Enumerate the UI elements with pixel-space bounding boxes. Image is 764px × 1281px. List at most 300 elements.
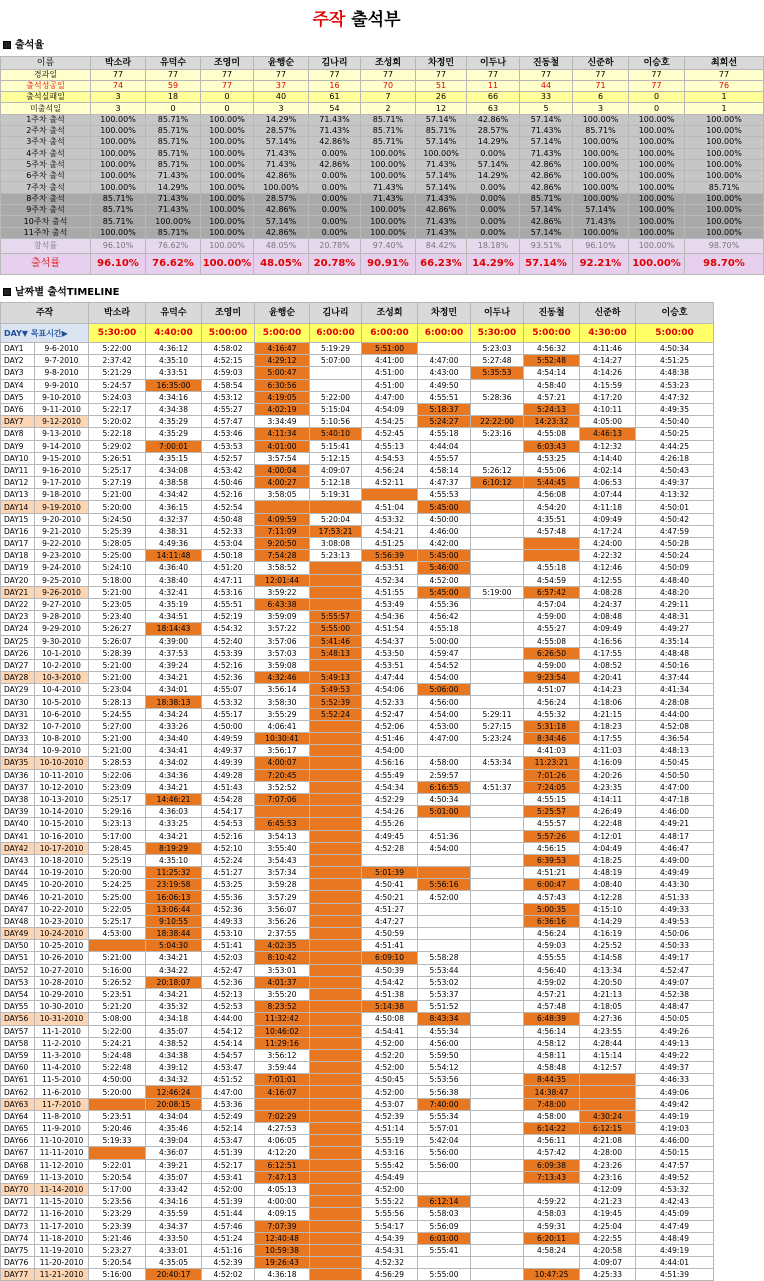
week-value-cell[interactable]: 85.71% — [91, 216, 146, 227]
time-cell[interactable]: 5:23:40 — [89, 611, 146, 623]
time-cell[interactable]: 4:57:21 — [524, 988, 580, 1000]
time-cell[interactable]: 4:51:36 — [418, 830, 471, 842]
time-cell[interactable]: 5:12:15 — [310, 452, 362, 464]
attendance-rate-value-cell[interactable]: 20.78% — [309, 253, 361, 274]
time-cell[interactable]: 4:58:14 — [418, 464, 471, 476]
date-cell[interactable]: 11-7-2010 — [35, 1098, 89, 1110]
time-cell[interactable]: 4:59:03 — [524, 940, 580, 952]
attendance-rate-value-cell[interactable]: 92.21% — [573, 253, 629, 274]
week-value-cell[interactable]: 71.43% — [361, 182, 416, 193]
week-value-cell[interactable]: 0.00% — [309, 227, 361, 238]
time-cell[interactable]: 4:50:46 — [202, 477, 255, 489]
time-cell[interactable]: 4:51:41 — [362, 940, 418, 952]
target-time-cell[interactable]: 5:00:00 — [524, 324, 580, 343]
time-cell[interactable] — [418, 1171, 471, 1183]
time-cell[interactable] — [471, 550, 524, 562]
day-label-cell[interactable]: DAY57 — [1, 1025, 35, 1037]
corner-label-cell[interactable]: 이름 — [1, 57, 91, 70]
time-cell[interactable] — [255, 501, 310, 513]
time-cell[interactable]: 5:06:00 — [418, 684, 471, 696]
time-cell[interactable]: 4:51:00 — [362, 379, 418, 391]
time-cell[interactable]: 4:50:08 — [362, 1013, 418, 1025]
time-cell[interactable]: 4:50:15 — [636, 1147, 714, 1159]
time-cell[interactable]: 4:34:01 — [146, 684, 202, 696]
time-cell[interactable]: 4:53:07 — [362, 1098, 418, 1110]
date-cell[interactable]: 9-21-2010 — [35, 525, 89, 537]
time-cell[interactable]: 5:51:00 — [362, 343, 418, 355]
time-cell[interactable]: 6:39:53 — [524, 854, 580, 866]
time-cell[interactable]: 4:52:17 — [202, 1159, 255, 1171]
time-cell[interactable]: 4:48:19 — [580, 867, 636, 879]
time-cell[interactable]: 4:24:37 — [580, 598, 636, 610]
time-cell[interactable] — [310, 903, 362, 915]
time-cell[interactable]: 16:06:13 — [146, 891, 202, 903]
time-cell[interactable] — [310, 940, 362, 952]
week-value-cell[interactable]: 100.00% — [91, 159, 146, 170]
time-cell[interactable]: 4:21:23 — [580, 1196, 636, 1208]
value-cell[interactable]: 51 — [416, 80, 467, 91]
week-value-cell[interactable]: 100.00% — [629, 114, 685, 125]
week-value-cell[interactable]: 85.71% — [520, 193, 573, 204]
time-cell[interactable]: 5:53:44 — [418, 964, 471, 976]
time-cell[interactable] — [310, 659, 362, 671]
time-cell[interactable]: 5:44:45 — [524, 477, 580, 489]
attendance-rate-value-cell[interactable]: 98.70% — [685, 253, 764, 274]
time-cell[interactable]: 5:16:00 — [89, 964, 146, 976]
time-cell[interactable]: 4:18:05 — [580, 1001, 636, 1013]
time-cell[interactable]: 6:01:00 — [418, 1232, 471, 1244]
time-cell[interactable]: 5:22:18 — [89, 428, 146, 440]
day-label-cell[interactable]: DAY44 — [1, 867, 35, 879]
day-label-cell[interactable]: DAY35 — [1, 757, 35, 769]
name-header-cell[interactable]: 이두나 — [471, 303, 524, 324]
week-value-cell[interactable]: 57.14% — [254, 137, 309, 148]
time-cell[interactable]: 5:53:56 — [418, 1074, 471, 1086]
week-value-cell[interactable]: 100.00% — [146, 216, 201, 227]
week-value-cell[interactable]: 100.00% — [201, 182, 254, 193]
time-cell[interactable]: 4:55:08 — [524, 635, 580, 647]
time-cell[interactable]: 4:23:26 — [580, 1159, 636, 1171]
attendance-rate-value-cell[interactable]: 66.23% — [416, 253, 467, 274]
time-cell[interactable]: 4:14:26 — [580, 367, 636, 379]
time-cell[interactable]: 5:28:53 — [89, 757, 146, 769]
time-cell[interactable]: 4:54:34 — [362, 781, 418, 793]
week-value-cell[interactable]: 57.14% — [416, 171, 467, 182]
collapse-icon[interactable] — [3, 41, 11, 49]
time-cell[interactable]: 5:23:29 — [89, 1208, 146, 1220]
time-cell[interactable]: 9:10:55 — [146, 915, 202, 927]
time-cell[interactable]: 4:49:07 — [636, 976, 714, 988]
time-cell[interactable]: 7:40:00 — [418, 1098, 471, 1110]
time-cell[interactable]: 4:55:34 — [418, 1025, 471, 1037]
week-value-cell[interactable]: 100.00% — [201, 125, 254, 136]
time-cell[interactable]: 4:47:59 — [636, 525, 714, 537]
date-cell[interactable]: 11-14-2010 — [35, 1183, 89, 1195]
time-cell[interactable]: 4:54:52 — [418, 659, 471, 671]
date-cell[interactable]: 11-16-2010 — [35, 1208, 89, 1220]
time-cell[interactable]: 4:35:05 — [146, 1257, 202, 1269]
date-cell[interactable]: 9-17-2010 — [35, 477, 89, 489]
time-cell[interactable]: 4:45:09 — [636, 1208, 714, 1220]
time-cell[interactable]: 4:52:24 — [202, 854, 255, 866]
row-label-cell[interactable]: 경과일 — [1, 69, 91, 80]
time-cell[interactable]: 4:37:53 — [146, 647, 202, 659]
time-cell[interactable]: 4:50:18 — [202, 550, 255, 562]
week-value-cell[interactable]: 100.00% — [201, 227, 254, 238]
time-cell[interactable]: 4:51:00 — [362, 367, 418, 379]
time-cell[interactable]: 4:49:50 — [418, 379, 471, 391]
time-cell[interactable]: 3:57:54 — [255, 452, 310, 464]
time-cell[interactable]: 4:54:37 — [362, 635, 418, 647]
date-cell[interactable]: 9-13-2010 — [35, 428, 89, 440]
time-cell[interactable]: 4:47:49 — [636, 1220, 714, 1232]
time-cell[interactable]: 4:52:08 — [636, 720, 714, 732]
time-cell[interactable] — [310, 1171, 362, 1183]
date-cell[interactable]: 11-19-2010 — [35, 1244, 89, 1256]
time-cell[interactable]: 4:58:24 — [524, 1244, 580, 1256]
time-cell[interactable]: 4:32:37 — [146, 513, 202, 525]
time-cell[interactable]: 4:51:14 — [362, 1123, 418, 1135]
time-cell[interactable]: 4:49:13 — [636, 1037, 714, 1049]
week-label-cell[interactable]: 2주차 출석 — [1, 125, 91, 136]
week-value-cell[interactable]: 100.00% — [629, 205, 685, 216]
time-cell[interactable]: 4:51:25 — [636, 355, 714, 367]
time-cell[interactable] — [310, 806, 362, 818]
time-cell[interactable]: 5:24:50 — [89, 513, 146, 525]
value-cell[interactable]: 6 — [573, 92, 629, 103]
date-cell[interactable]: 9-28-2010 — [35, 611, 89, 623]
attendance-rate-value-cell[interactable]: 100.00% — [201, 253, 254, 274]
time-cell[interactable]: 4:27:36 — [580, 1013, 636, 1025]
time-cell[interactable]: 4:42:43 — [636, 1196, 714, 1208]
time-cell[interactable] — [89, 940, 146, 952]
time-cell[interactable]: 3:57:06 — [255, 635, 310, 647]
time-cell[interactable]: 4:52:15 — [202, 355, 255, 367]
value-cell[interactable]: 0 — [201, 103, 254, 114]
time-cell[interactable]: 4:36:15 — [146, 501, 202, 513]
day-label-cell[interactable]: DAY23 — [1, 611, 35, 623]
week-label-cell[interactable]: 11주차 출석 — [1, 227, 91, 238]
time-cell[interactable]: 5:28:45 — [89, 842, 146, 854]
date-cell[interactable]: 9-11-2010 — [35, 403, 89, 415]
day-label-cell[interactable]: DAY36 — [1, 769, 35, 781]
date-cell[interactable]: 11-1-2010 — [35, 1025, 89, 1037]
time-cell[interactable]: 4:02:19 — [255, 403, 310, 415]
time-cell[interactable]: 7:24:05 — [524, 781, 580, 793]
time-cell[interactable]: 4:54:32 — [202, 623, 255, 635]
time-cell[interactable]: 4:56:29 — [362, 1269, 418, 1281]
time-cell[interactable]: 4:54:09 — [362, 403, 418, 415]
time-cell[interactable] — [471, 635, 524, 647]
time-cell[interactable]: 7:54:28 — [255, 550, 310, 562]
time-cell[interactable]: 4:56:24 — [362, 464, 418, 476]
time-cell[interactable]: 4:52:19 — [202, 611, 255, 623]
time-cell[interactable]: 4:51:55 — [362, 586, 418, 598]
time-cell[interactable]: 4:57:43 — [524, 891, 580, 903]
date-cell[interactable]: 9-16-2010 — [35, 464, 89, 476]
time-cell[interactable]: 4:52:29 — [362, 793, 418, 805]
participation-value-cell[interactable]: 93.51% — [520, 238, 573, 253]
time-cell[interactable]: 4:22:48 — [580, 818, 636, 830]
time-cell[interactable] — [471, 513, 524, 525]
time-cell[interactable]: 4:49:45 — [362, 830, 418, 842]
time-cell[interactable]: 4:52:16 — [202, 830, 255, 842]
time-cell[interactable]: 4:11:18 — [580, 501, 636, 513]
week-value-cell[interactable]: 100.00% — [629, 171, 685, 182]
time-cell[interactable] — [471, 1171, 524, 1183]
week-value-cell[interactable]: 14.29% — [467, 137, 520, 148]
time-cell[interactable]: 4:36:12 — [146, 343, 202, 355]
time-cell[interactable]: 4:52:47 — [202, 964, 255, 976]
date-cell[interactable]: 11-13-2010 — [35, 1171, 89, 1183]
value-cell[interactable]: 1 — [685, 92, 764, 103]
week-value-cell[interactable]: 100.00% — [685, 159, 764, 170]
row-label-cell[interactable]: 미출석일 — [1, 103, 91, 114]
time-cell[interactable]: 4:55:07 — [202, 684, 255, 696]
time-cell[interactable] — [310, 988, 362, 1000]
time-cell[interactable]: 4:51:27 — [202, 867, 255, 879]
name-header-cell[interactable]: 조성희 — [361, 57, 416, 70]
time-cell[interactable]: 4:46:00 — [636, 1135, 714, 1147]
time-cell[interactable]: 4:54:49 — [362, 1171, 418, 1183]
time-cell[interactable]: 4:55:26 — [362, 818, 418, 830]
date-cell[interactable]: 11-10-2010 — [35, 1135, 89, 1147]
time-cell[interactable]: 4:34:37 — [146, 1220, 202, 1232]
time-cell[interactable]: 4:55:57 — [524, 818, 580, 830]
week-value-cell[interactable]: 100.00% — [573, 148, 629, 159]
time-cell[interactable]: 4:51:39 — [636, 1269, 714, 1281]
time-cell[interactable]: 5:28:05 — [89, 538, 146, 550]
time-cell[interactable]: 4:51:16 — [202, 1244, 255, 1256]
time-cell[interactable]: 4:54:53 — [202, 818, 255, 830]
time-cell[interactable]: 4:49:26 — [636, 1025, 714, 1037]
week-value-cell[interactable]: 71.43% — [146, 171, 201, 182]
day-label-cell[interactable]: DAY31 — [1, 708, 35, 720]
week-value-cell[interactable]: 85.71% — [91, 193, 146, 204]
time-cell[interactable]: 4:47:00 — [202, 1086, 255, 1098]
target-time-cell[interactable]: 6:00:00 — [418, 324, 471, 343]
time-cell[interactable]: 4:06:41 — [255, 720, 310, 732]
week-value-cell[interactable]: 71.43% — [309, 114, 361, 125]
time-cell[interactable]: 4:50:09 — [636, 562, 714, 574]
time-cell[interactable]: 5:07:00 — [310, 355, 362, 367]
time-cell[interactable] — [418, 1257, 471, 1269]
time-cell[interactable]: 6:20:11 — [524, 1232, 580, 1244]
date-cell[interactable]: 10-25-2010 — [35, 940, 89, 952]
week-value-cell[interactable]: 100.00% — [629, 125, 685, 136]
time-cell[interactable]: 4:09:49 — [580, 513, 636, 525]
time-cell[interactable] — [310, 1232, 362, 1244]
day-label-cell[interactable]: DAY47 — [1, 903, 35, 915]
time-cell[interactable]: 4:50:21 — [362, 891, 418, 903]
day-label-cell[interactable]: DAY19 — [1, 562, 35, 574]
week-value-cell[interactable]: 100.00% — [201, 171, 254, 182]
day-label-cell[interactable]: DAY74 — [1, 1232, 35, 1244]
time-cell[interactable]: 4:57:48 — [524, 1001, 580, 1013]
day-label-cell[interactable]: DAY2 — [1, 355, 35, 367]
time-cell[interactable] — [310, 964, 362, 976]
time-cell[interactable] — [471, 672, 524, 684]
time-cell[interactable]: 4:53:36 — [202, 1098, 255, 1110]
time-cell[interactable]: 4:39:21 — [146, 1159, 202, 1171]
time-cell[interactable]: 4:53:50 — [362, 647, 418, 659]
time-cell[interactable]: 4:47:44 — [362, 672, 418, 684]
time-cell[interactable]: 5:20:54 — [89, 1171, 146, 1183]
time-cell[interactable]: 5:24:13 — [524, 403, 580, 415]
time-cell[interactable]: 4:53:32 — [202, 696, 255, 708]
time-cell[interactable]: 6:10:12 — [471, 477, 524, 489]
time-cell[interactable]: 4:54:14 — [202, 1037, 255, 1049]
date-cell[interactable]: 10-29-2010 — [35, 988, 89, 1000]
date-cell[interactable]: 11-8-2010 — [35, 1110, 89, 1122]
name-header-cell[interactable]: 진동철 — [520, 57, 573, 70]
date-cell[interactable]: 9-25-2010 — [35, 574, 89, 586]
time-cell[interactable]: 5:41:46 — [310, 635, 362, 647]
time-cell[interactable]: 4:50:50 — [636, 769, 714, 781]
time-cell[interactable]: 4:34:38 — [146, 1049, 202, 1061]
time-cell[interactable]: 4:54:25 — [362, 416, 418, 428]
time-cell[interactable]: 4:19:03 — [636, 1123, 714, 1135]
day-label-cell[interactable]: DAY61 — [1, 1074, 35, 1086]
time-cell[interactable] — [524, 538, 580, 550]
time-cell[interactable] — [471, 854, 524, 866]
day-label-cell[interactable]: DAY66 — [1, 1135, 35, 1147]
value-cell[interactable]: 2 — [361, 103, 416, 114]
date-cell[interactable]: 9-9-2010 — [35, 379, 89, 391]
time-cell[interactable]: 5:55:22 — [362, 1196, 418, 1208]
time-cell[interactable]: 4:14:23 — [580, 684, 636, 696]
time-cell[interactable]: 4:49:36 — [146, 538, 202, 550]
time-cell[interactable]: 4:53:39 — [202, 647, 255, 659]
time-cell[interactable]: 4:41:34 — [636, 684, 714, 696]
time-cell[interactable]: 4:49:42 — [636, 1098, 714, 1110]
time-cell[interactable]: 5:10:56 — [310, 416, 362, 428]
target-label-cell[interactable]: DAY▼ 목표시간▶ — [1, 324, 89, 343]
time-cell[interactable]: 4:44:00 — [202, 1013, 255, 1025]
date-cell[interactable]: 11-21-2010 — [35, 1269, 89, 1281]
time-cell[interactable]: 5:48:13 — [310, 647, 362, 659]
time-cell[interactable]: 4:34:21 — [146, 672, 202, 684]
time-cell[interactable]: 4:19:05 — [255, 391, 310, 403]
time-cell[interactable] — [418, 854, 471, 866]
time-cell[interactable]: 4:08:40 — [580, 879, 636, 891]
week-value-cell[interactable]: 42.86% — [254, 227, 309, 238]
week-value-cell[interactable]: 0.00% — [467, 205, 520, 216]
time-cell[interactable] — [471, 1110, 524, 1122]
time-cell[interactable]: 4:41:00 — [362, 355, 418, 367]
time-cell[interactable]: 4:52:00 — [362, 1037, 418, 1049]
time-cell[interactable]: 4:39:04 — [146, 1135, 202, 1147]
time-cell[interactable]: 8:10:42 — [255, 952, 310, 964]
time-cell[interactable] — [310, 769, 362, 781]
time-cell[interactable]: 4:54:00 — [418, 708, 471, 720]
time-cell[interactable]: 5:24:03 — [89, 391, 146, 403]
value-cell[interactable]: 77 — [685, 69, 764, 80]
day-label-cell[interactable]: DAY67 — [1, 1147, 35, 1159]
time-cell[interactable]: 4:54:26 — [362, 806, 418, 818]
time-cell[interactable]: 5:20:46 — [89, 1123, 146, 1135]
time-cell[interactable]: 4:29:12 — [255, 355, 310, 367]
time-cell[interactable]: 5:22:48 — [89, 1062, 146, 1074]
time-cell[interactable] — [524, 550, 580, 562]
week-value-cell[interactable]: 57.14% — [416, 114, 467, 125]
time-cell[interactable]: 4:15:59 — [580, 379, 636, 391]
time-cell[interactable]: 5:42:04 — [418, 1135, 471, 1147]
time-cell[interactable] — [310, 879, 362, 891]
date-cell[interactable]: 10-20-2010 — [35, 879, 89, 891]
time-cell[interactable] — [524, 1183, 580, 1195]
time-cell[interactable]: 4:49:22 — [636, 1049, 714, 1061]
day-label-cell[interactable]: DAY13 — [1, 489, 35, 501]
value-cell[interactable]: 26 — [416, 92, 467, 103]
time-cell[interactable] — [418, 915, 471, 927]
time-cell[interactable]: 5:27:00 — [89, 720, 146, 732]
time-cell[interactable] — [310, 1183, 362, 1195]
time-cell[interactable]: 4:01:00 — [255, 440, 310, 452]
time-cell[interactable]: 5:26:27 — [89, 623, 146, 635]
time-cell[interactable] — [471, 1257, 524, 1269]
day-label-cell[interactable]: DAY11 — [1, 464, 35, 476]
date-cell[interactable]: 10-17-2010 — [35, 842, 89, 854]
date-cell[interactable]: 11-3-2010 — [35, 1049, 89, 1061]
time-cell[interactable]: 4:59:02 — [524, 976, 580, 988]
name-header-cell[interactable]: 김나리 — [309, 57, 361, 70]
time-cell[interactable]: 4:51:39 — [202, 1147, 255, 1159]
week-label-cell[interactable]: 5주차 출석 — [1, 159, 91, 170]
participation-value-cell[interactable]: 100.00% — [629, 238, 685, 253]
time-cell[interactable] — [471, 1269, 524, 1281]
time-cell[interactable] — [471, 647, 524, 659]
time-cell[interactable]: 4:52:14 — [202, 1123, 255, 1135]
week-value-cell[interactable]: 100.00% — [685, 125, 764, 136]
time-cell[interactable]: 3:56:07 — [255, 903, 310, 915]
time-cell[interactable]: 4:53:32 — [362, 513, 418, 525]
week-value-cell[interactable]: 71.43% — [416, 159, 467, 170]
time-cell[interactable]: 5:40:10 — [310, 428, 362, 440]
time-cell[interactable] — [471, 574, 524, 586]
week-value-cell[interactable]: 71.43% — [573, 216, 629, 227]
week-value-cell[interactable]: 42.86% — [416, 205, 467, 216]
time-cell[interactable]: 4:52:53 — [202, 1001, 255, 1013]
time-cell[interactable]: 7:07:39 — [255, 1220, 310, 1232]
value-cell[interactable]: 66 — [467, 92, 520, 103]
time-cell[interactable] — [310, 915, 362, 927]
time-cell[interactable] — [310, 501, 362, 513]
time-cell[interactable]: 11:23:21 — [524, 757, 580, 769]
time-cell[interactable]: 5:23:04 — [89, 684, 146, 696]
week-value-cell[interactable]: 100.00% — [361, 216, 416, 227]
time-cell[interactable]: 4:22:55 — [580, 1232, 636, 1244]
time-cell[interactable]: 4:54:28 — [202, 793, 255, 805]
time-cell[interactable]: 3:52:52 — [255, 781, 310, 793]
day-label-cell[interactable]: DAY17 — [1, 538, 35, 550]
time-cell[interactable] — [471, 501, 524, 513]
time-cell[interactable]: 5:21:00 — [89, 586, 146, 598]
week-label-cell[interactable]: 4주차 출석 — [1, 148, 91, 159]
time-cell[interactable]: 4:36:03 — [146, 806, 202, 818]
time-cell[interactable]: 4:47:32 — [636, 391, 714, 403]
time-cell[interactable]: 4:12:46 — [580, 562, 636, 574]
time-cell[interactable] — [471, 696, 524, 708]
time-cell[interactable]: 7:20:45 — [255, 769, 310, 781]
time-cell[interactable]: 9:20:50 — [255, 538, 310, 550]
time-cell[interactable]: 4:34:41 — [146, 745, 202, 757]
time-cell[interactable]: 4:54:57 — [202, 1049, 255, 1061]
date-cell[interactable]: 9-8-2010 — [35, 367, 89, 379]
time-cell[interactable]: 4:27:53 — [255, 1123, 310, 1135]
time-cell[interactable]: 3:53:01 — [255, 964, 310, 976]
time-cell[interactable]: 7:02:29 — [255, 1110, 310, 1122]
